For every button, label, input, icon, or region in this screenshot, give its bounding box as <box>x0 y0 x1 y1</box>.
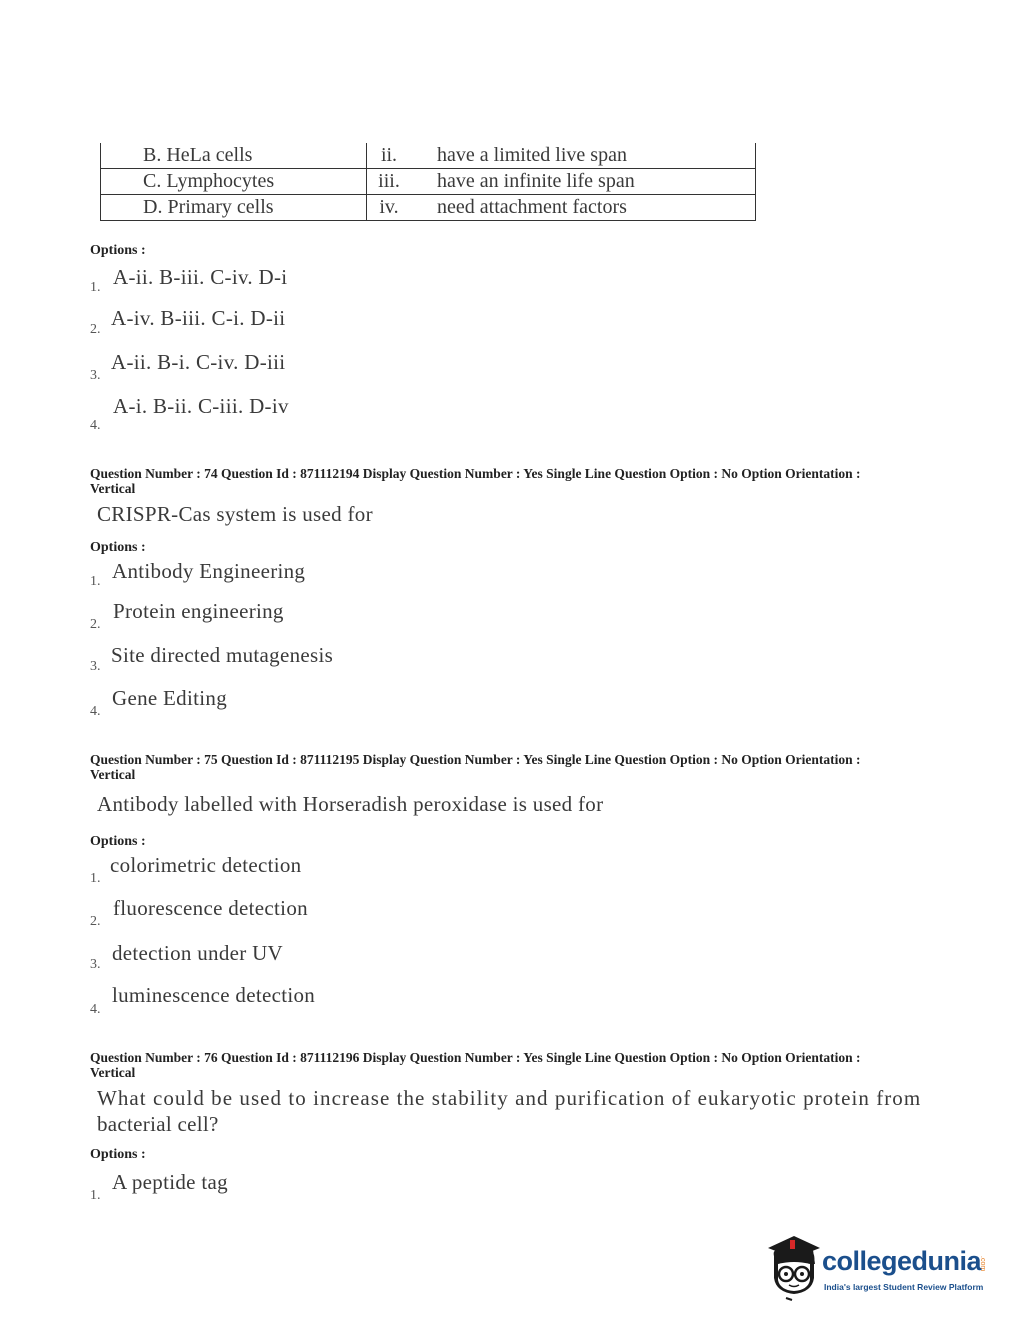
option-number: 1. <box>90 280 101 295</box>
collegedunia-logo <box>764 1234 994 1304</box>
question-text-line1: What could be used to increase the stability and purification of eukaryotic protein from <box>97 1086 922 1110</box>
question-header: Question Number : 76 Question Id : 871112196 Display Question Number : Yes Single Line Question Option : No Option Orientation : Vertical <box>90 1050 861 1080</box>
question-text-line2: bacterial cell? <box>97 1112 219 1136</box>
question-text: CRISPR-Cas system is used for <box>97 502 373 526</box>
question-text: Antibody labelled with Horseradish peroxidase is used for <box>97 792 604 816</box>
match-table <box>100 143 756 221</box>
options-label: Options : <box>90 243 146 258</box>
question-header: Question Number : 75 Question Id : 871112195 Display Question Number : Yes Single Line Question Option : No Option Orientation : Vertical <box>90 752 861 782</box>
option-number: 1. <box>90 574 101 589</box>
option-number: 2. <box>90 617 101 632</box>
option-number: 3. <box>90 368 101 383</box>
option-number: 4. <box>90 418 101 433</box>
table-cell-left: C. Lymphocytes <box>101 169 367 195</box>
logo-com: .com <box>979 1256 986 1272</box>
table-cell-left: B. HeLa cells <box>101 143 367 169</box>
table-row <box>101 143 756 169</box>
options-label: Options : <box>90 1147 146 1162</box>
option-number: 4. <box>90 704 101 719</box>
table-cell-num: iv. <box>367 195 412 221</box>
table-cell-num: iii. <box>367 169 412 195</box>
options-label: Options : <box>90 540 146 555</box>
option-text: fluorescence detection <box>113 896 308 920</box>
option-text: Gene Editing <box>112 686 227 710</box>
option-number: 3. <box>90 957 101 972</box>
option-number: 1. <box>90 871 101 886</box>
option-text: luminescence detection <box>112 983 316 1007</box>
option-text: Protein engineering <box>113 599 284 623</box>
option-text: A peptide tag <box>112 1170 228 1194</box>
question-header: Question Number : 74 Question Id : 871112194 Display Question Number : Yes Single Line Question Option : No Option Orientation : Vertical <box>90 466 861 496</box>
option-number: 3. <box>90 659 101 674</box>
option-text: Site directed mutagenesis <box>111 643 334 667</box>
student-mascot-icon <box>764 1234 824 1302</box>
option-text: detection under UV <box>112 941 284 965</box>
option-text: A-i. B-ii. C-iii. D-iv <box>113 394 289 418</box>
table-cell-right: have a limited live span <box>411 143 756 169</box>
table-cell-right: have an infinite life span <box>411 169 756 195</box>
option-number: 1. <box>90 1188 101 1203</box>
option-text: Antibody Engineering <box>112 559 306 583</box>
option-text: A-ii. B-i. C-iv. D-iii <box>111 350 286 374</box>
option-number: 4. <box>90 1002 101 1017</box>
table-cell-right: need attachment factors <box>411 195 756 221</box>
option-text: A-iv. B-iii. C-i. D-ii <box>111 306 286 330</box>
option-number: 2. <box>90 914 101 929</box>
table-row <box>101 195 756 221</box>
logo-tagline: India's largest Student Review Platform <box>824 1282 984 1292</box>
options-label: Options : <box>90 834 146 849</box>
logo-wordmark: collegedunia <box>822 1246 982 1276</box>
table-cell-left: D. Primary cells <box>101 195 367 221</box>
table-row <box>101 169 756 195</box>
table-cell-num: ii. <box>367 143 412 169</box>
option-text: colorimetric detection <box>110 853 302 877</box>
option-number: 2. <box>90 322 101 337</box>
option-text: A-ii. B-iii. C-iv. D-i <box>113 265 288 289</box>
